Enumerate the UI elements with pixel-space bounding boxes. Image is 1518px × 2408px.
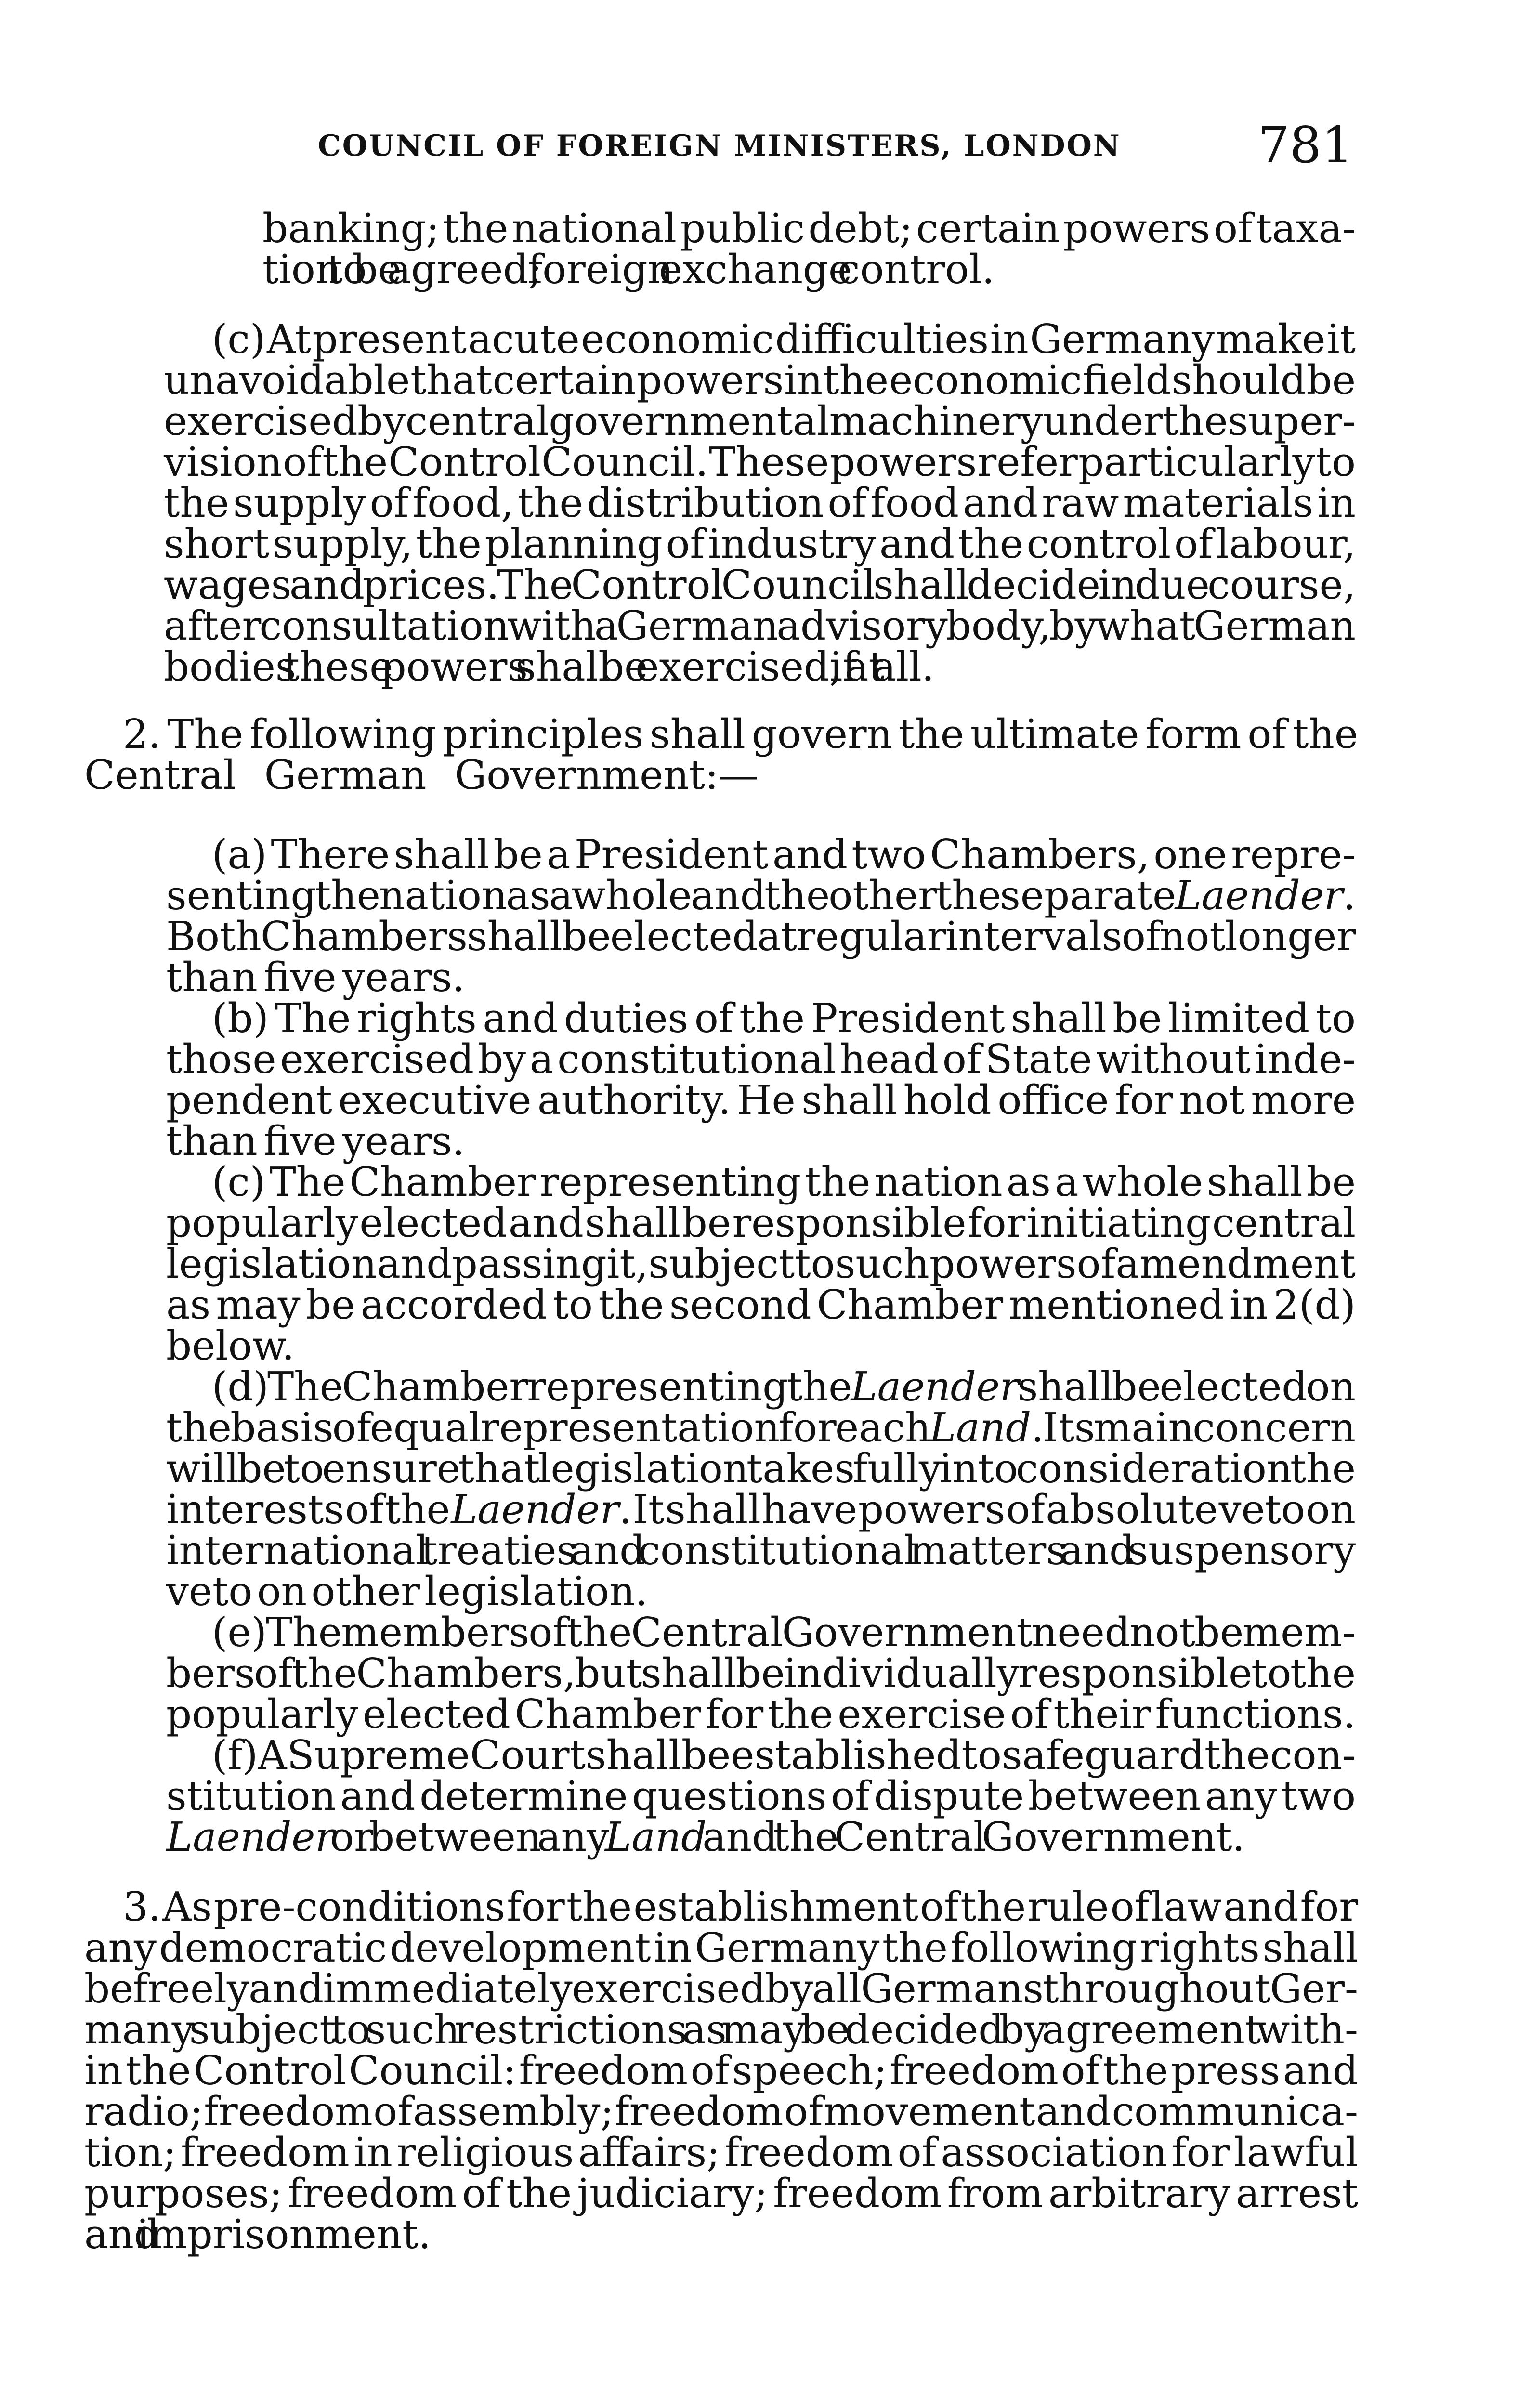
text-line: unavoidable that certain powers in the economic field should be <box>164 357 1356 404</box>
text-line: after consultation with a German advisory body, by what German <box>164 602 1356 649</box>
text-line: pendent executive authority. He shall hold office for not more <box>166 1077 1356 1124</box>
text-line: tion to be agreed; foreign exchange control. <box>262 246 995 293</box>
text-line: purposes; freedom of the judiciary; freedom from arbitrary arrest <box>84 2170 1358 2217</box>
text-line: international treaties and constitutional matters and suspensory <box>166 1527 1356 1574</box>
text-line: stitution and determine questions of dispute between any two <box>166 1773 1356 1819</box>
text-line: banking; the national public debt; certain powers of taxa- <box>262 205 1356 252</box>
text-line: wages and prices. The Control Council shall decide in due course, <box>164 562 1356 608</box>
text-line: bers of the Chambers, but shall be individually responsible to the <box>166 1650 1356 1697</box>
text-line: (a) There shall be a President and two Chambers, one repre- <box>212 831 1356 878</box>
text-line: the supply of food, the distribution of food and raw materials in <box>164 480 1356 526</box>
text-line: (d) The Chamber representing the Laender shall be elected on <box>212 1363 1356 1410</box>
text-line: popularly elected and shall be responsible for initiating central <box>166 1200 1356 1246</box>
running-head: COUNCIL OF FOREIGN MINISTERS, LONDON <box>318 129 1121 163</box>
text-line: 3. As pre-conditions for the establishment of the rule of law and for <box>123 1884 1358 1930</box>
text-line: exercised by central governmental machinery under the super- <box>164 398 1356 445</box>
text-line: any democratic development in Germany the following rights shall <box>84 1924 1358 1971</box>
text-line: as may be accorded to the second Chamber mentioned in 2(d) <box>166 1282 1356 1328</box>
text-line: short supply, the planning of industry and the control of labour, <box>164 521 1356 567</box>
text-line: below. <box>166 1322 295 1369</box>
page-header <box>318 116 1353 174</box>
text-line: veto on other legislation. <box>166 1568 648 1615</box>
text-line: bodies these powers shall be exercised, if at all. <box>164 643 934 690</box>
text-line: Both Chambers shall be elected at regular intervals of not longer <box>166 913 1356 960</box>
text-line: Laender or between any Land and the Central Government. <box>166 1814 1245 1860</box>
text-line: interests of the Laender. It shall have powers of absolute veto on <box>166 1486 1356 1533</box>
text-line: (b) The rights and duties of the President shall be limited to <box>212 995 1356 1042</box>
text-line: senting the nation as a whole and the other the separate Laender. <box>166 872 1356 919</box>
text-line: legislation and passing it, subject to such powers of amendment <box>166 1241 1356 1287</box>
text-line: (c) The Chamber representing the nation as a whole shall be <box>212 1159 1356 1205</box>
text-line: Central German Government:— <box>84 752 759 798</box>
text-line: vision of the Control Council. These powers refer particularly to <box>164 439 1356 485</box>
text-line: be freely and immediately exercised by all Germans throughout Ger- <box>84 1965 1358 2012</box>
text-line: the basis of equal representation for each Land. Its main concern <box>166 1404 1356 1451</box>
text-line: (e) The members of the Central Government need not be mem- <box>212 1609 1356 1656</box>
text-line: (c) At present acute economic difficulties in Germany make it <box>212 316 1356 363</box>
text-line: many subject to such restrictions as may be decided by agreement with- <box>84 2006 1358 2053</box>
text-line: those exercised by a constitutional head of State without inde- <box>166 1036 1356 1083</box>
text-line: tion; freedom in religious affairs; freedom of association for lawful <box>84 2129 1358 2176</box>
text-line: popularly elected Chamber for the exercise of their functions. <box>166 1691 1356 1738</box>
text-line: than five years. <box>166 1118 465 1165</box>
text-line: in the Control Council: freedom of speech; freedom of the press and <box>84 2047 1358 2094</box>
text-line: and imprisonment. <box>84 2211 431 2258</box>
text-line: will be to ensure that legislation takes fully into consideration the <box>166 1445 1356 1492</box>
text-line: (f) A Supreme Court shall be established to safeguard the con- <box>212 1732 1356 1779</box>
text-line: than five years. <box>166 954 465 1001</box>
text-line: 2. The following principles shall govern the ultimate form of the <box>123 711 1358 758</box>
text-line: radio; freedom of assembly; freedom of movement and communica- <box>84 2088 1358 2135</box>
page-number: 781 <box>1257 116 1353 174</box>
